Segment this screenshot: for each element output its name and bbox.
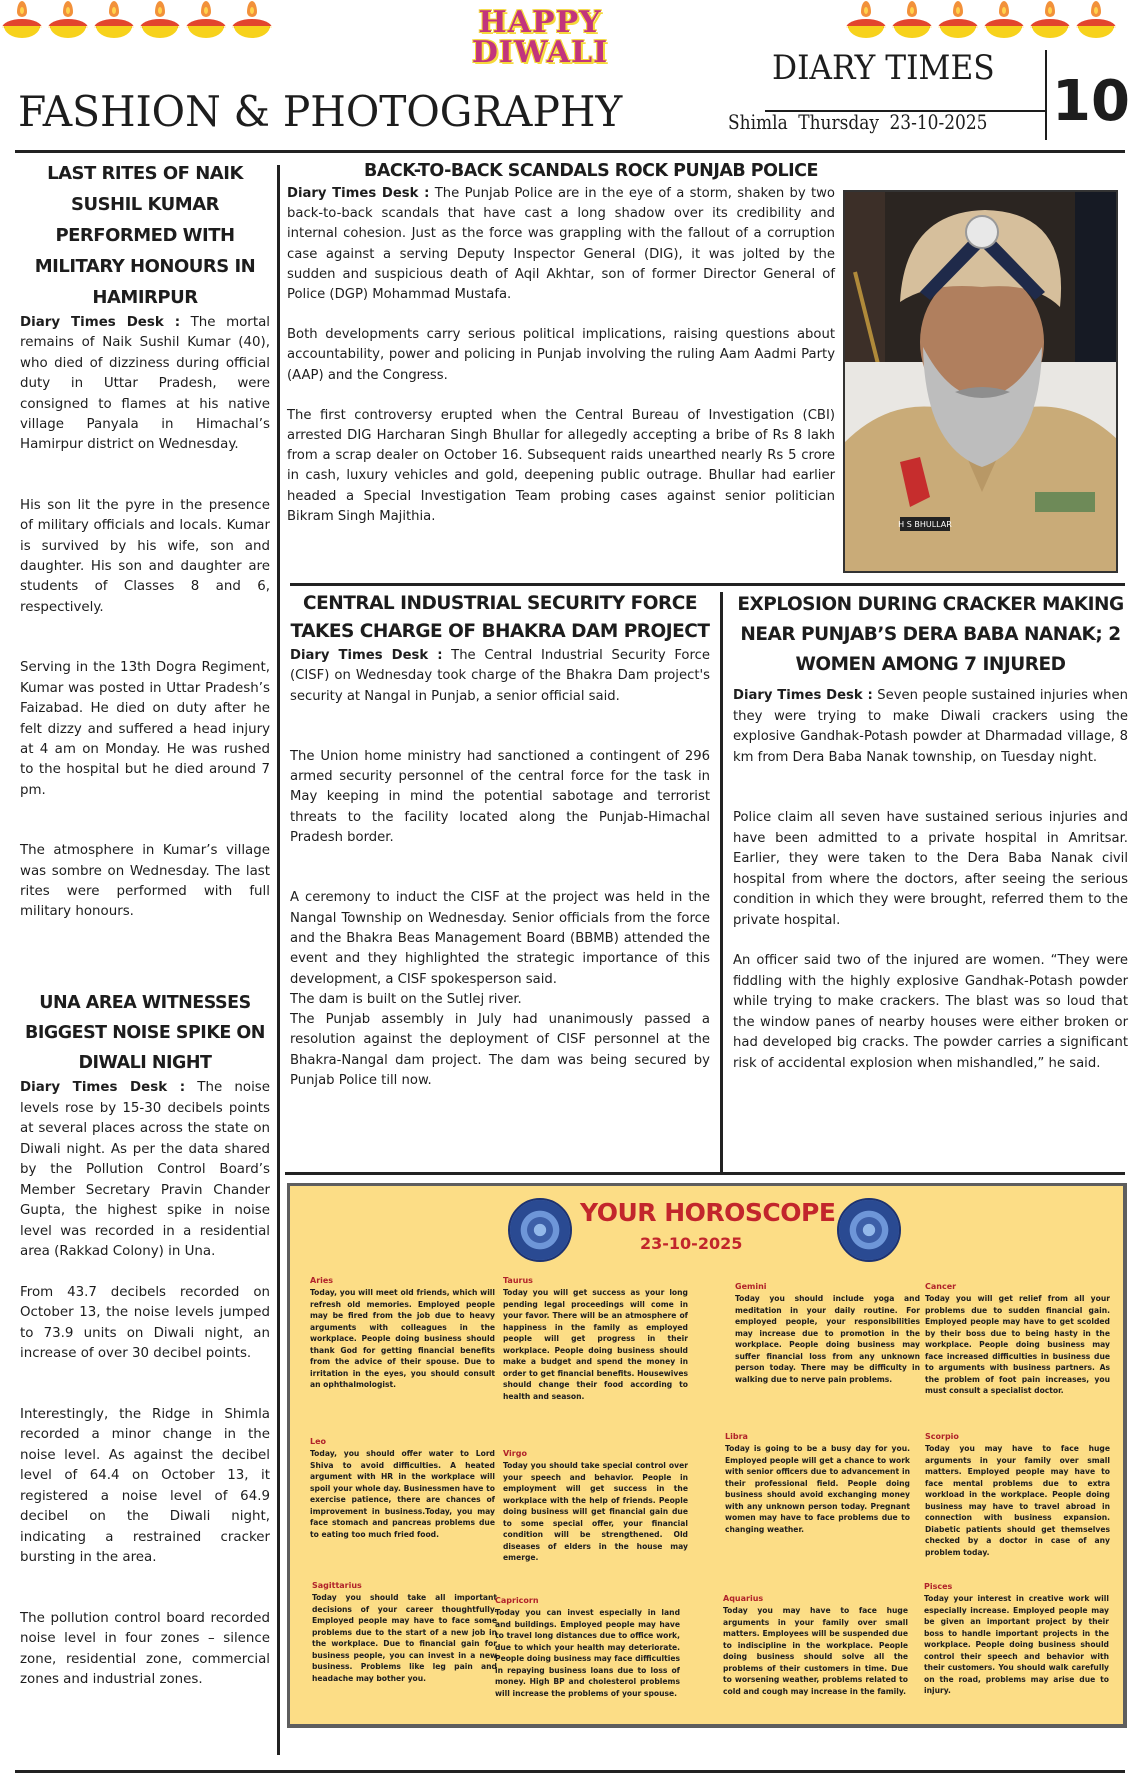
footer-rule (15, 1770, 1125, 1773)
article-paragraph: The Union home ministry had sanctioned a contingent of 296 armed security personnel of the central force for the task in May keeping in mind the potential sabotage and terrorist threats to the facility located along the Punjab-Himachal Pradesh border. (290, 748, 710, 846)
article-headline: BACK-TO-BACK SCANDALS ROCK PUNJAB POLICE (364, 161, 818, 181)
header-bottom-rule (15, 150, 1125, 153)
article-body (287, 184, 835, 527)
sign-name: Virgo (503, 1449, 527, 1458)
article-paragraph: An officer said two of the injured are women. “They were fiddling with the highly explosive Gandhak-Potash powder while trying to make crackers. The blast was so loud that the window panes of nearby houses were either broken or had developed big cracks. The powder carries a significant risk of accidental explosion when mishandled,” he said. (733, 953, 1128, 1071)
page-number: 10 (1052, 69, 1130, 134)
horoscope-sign-gemini (735, 1281, 920, 1385)
sign-text: Today you will get success as your long pending legal proceedings will come in your favor. There will be an atmosphere of happiness in the family as employed people will get progress in their workplace. People doing business should make a budget and spend the money in order to get financial benefits. Housewives should change their food according to health and season. (503, 1288, 688, 1401)
portrait-illustration (845, 192, 1118, 573)
column-rule-left (277, 165, 280, 1755)
sign-name: Gemini (735, 1282, 767, 1291)
happy-diwali-banner (460, 5, 620, 70)
diya-lamp-icon (94, 0, 134, 40)
horoscope-sign-leo (310, 1436, 495, 1540)
diya-lamp-icon (140, 0, 180, 40)
sign-name: Aquarius (723, 1594, 764, 1603)
dateline-date: 23-10-2025 (889, 110, 988, 134)
article-paragraph: The atmosphere in Kumar’s village was sombre on Wednesday. The last rites were performed with full military honours. (20, 843, 270, 920)
article-paragraph: Interestingly, the Ridge in Shimla recorded a minor change in the noise level. As against the decibel level of 64.4 on October 13, it registered a noise level of 64.9 decibel on the Diwali night, indicating a restrained cracker bursting in the area. (20, 1406, 270, 1565)
diya-row-right (846, 0, 1116, 40)
sign-text: Today you can invest especially in land and buildings. Employed people may have to travel long distances due to office work, due to which your health may deteriorate. People doing business may face difficulties in repaying business loans due to loss of money. High BP and cholesterol problems will increase the problems of your spouse. (495, 1608, 680, 1698)
horoscope-sign-pisces (924, 1581, 1109, 1697)
article-headline: UNA AREA WITNESSES BIGGEST NOISE SPIKE ON DIWALI NIGHT (25, 993, 265, 1073)
sign-text: Today you should take special control over your speech and behavior. People in employment will get success in the workplace with the help of friends. People doing business will get financial gain due to some special offer, your financial condition will be strengthened. Old diseases of elders in the house may emerge. (503, 1461, 688, 1562)
sign-name: Taurus (503, 1276, 533, 1285)
newspaper-name: DIARY TIMES (772, 48, 995, 88)
desk-credit: Diary Times Desk : (20, 1080, 186, 1095)
article-una-noise (20, 988, 270, 1691)
diya-lamp-icon (186, 0, 226, 40)
article-body (290, 646, 710, 1091)
article-paragraph: The Punjab Police are in the eye of a storm, shaken by two back-to-back scandals that have cast a long shadow over its credibility and internal cohesion. Just as the force was grappling with the fallout of a corruption case against a serving Deputy Inspector General (DIG), it was jolted by the sudden and suspicious death of Aqil Akhtar, son of former Director General of Police (DGP) Mohammad Mustafa. (287, 186, 835, 303)
sign-text: Today, you should offer water to Lord Shiva to avoid difficulties. A heated argument with HR in the workplace will spoil your whole day. Businessmen have to exercise patience, there are chances of improvement in business.Today, you may face stomach and pancreas problems due to eating too much fried food. (310, 1449, 495, 1539)
sign-name: Scorpio (925, 1432, 959, 1441)
article-paragraph: The first controversy erupted when the Central Bureau of Investigation (CBI) arrested DIG Harcharan Singh Bhullar for allegedly accepting a bribe of Rs 8 lakh from a scrap dealer on October 16. Subsequent raids unearthed nearly Rs 5 crore in cash, luxury vehicles and gold, deepening public outrage. Bhullar had earlier headed a Special Investigation Team probing cases against senior politician Bikram Singh Majithia. (287, 407, 835, 524)
desk-credit: Diary Times Desk : (20, 315, 181, 330)
horoscope-sign-capricorn (495, 1595, 680, 1699)
article-paragraph: Serving in the 13th Dogra Regiment, Kumar was posted in Uttar Pradesh’s Faizabad. He died on duty after he felt dizzy and suffered a head injury at 4 am on Monday. He was rushed to the hospital but he died around 7 pm. (20, 660, 270, 798)
sign-name: Cancer (925, 1282, 957, 1291)
sign-name: Aries (310, 1276, 334, 1285)
sign-text: Today is going to be a busy day for you. Employed people will get a chance to work with senior officers due to advancement in their professional field. People doing business should avoid exchanging money with any unknown person today. Pregnant women may have to face problems due to changing weather. (725, 1444, 910, 1534)
sign-text: Today you may have to face huge arguments in your family over small matters. Employed people may have to face mental problems due to extra workload in the workplace. People doing business may have to travel abroad in connection with business expansion. Diabetic patients should get themselves checked by a doctor in case of any problem today. (925, 1444, 1110, 1557)
article-punjab-police (287, 158, 835, 527)
sign-text: Today, you will meet old friends, which will refresh old memories. Employed people may be fired from the job due to heavy arguments with colleagues in the workplace. People doing business should thank God for getting financial benefits from the advice of their spouse. Due to irritation in the eyes, you should consult an ophthalmologist. (310, 1288, 495, 1389)
sign-text: Today you should include yoga and meditation in your daily routine. For employed people, your responsibilities may increase due to promotion in the workplace. People doing business may suffer financial loss from any unknown person today. There may be difficulty in walking due to nerve pain problems. (735, 1294, 920, 1384)
dateline (728, 108, 987, 136)
diya-lamp-icon (1030, 0, 1070, 40)
article-paragraph: Police claim all seven have sustained serious injuries and have been admitted to a private hospital in Amritsar. Earlier, they were taken to the Dera Baba Nanak civil hospital from where the doctors, after seeing the serious condition in which they were brought, referred them to the private hospital. (733, 810, 1128, 928)
diya-lamp-icon (48, 0, 88, 40)
article-body (20, 1078, 270, 1691)
happy-diwali-line1: HAPPY (478, 5, 602, 40)
sign-name: Pisces (924, 1582, 953, 1591)
article-cisf-bhakra (290, 590, 710, 1091)
diya-lamp-icon (938, 0, 978, 40)
article-paragraph: The noise levels rose by 15-30 decibels points at several places across the state on Diwali night. As per the data shared by the Pollution Control Board’s Member Secretary Pravin Chander Gupta, the highest spike in noise level was recorded in a residential area (Rakkad Colony) in Una. (20, 1080, 271, 1259)
article-dera-baba-nanak (733, 590, 1128, 1074)
happy-diwali-line2: DIWALI (471, 35, 609, 70)
article-paragraph: The mortal remains of Naik Sushil Kumar (40), who died of dizziness during official duty in Uttar Pradesh, were consigned to flames at his native village Panyala in Himachal’s Hamirpur district on Wednesday. (20, 315, 270, 453)
sign-text: Today your interest in creative work will especially increase. Employed people may be given an important project by their boss to handle important projects in the workplace. People doing business should control their speech and behavior with their customers. You should walk carefully on the road, problems may arise due to injury. (924, 1594, 1109, 1695)
horoscope-sign-sagittarius (312, 1580, 497, 1684)
mid-rule (290, 583, 1125, 586)
article-paragraph: Both developments carry serious political implications, raising questions about accountability, power and policing in Punjab involving the ruling Aam Aadmi Party (AAP) and the Congress. (287, 327, 835, 383)
article-paragraph: The Punjab assembly in July had unanimously passed a resolution against the deployment of CISF personnel at the Bhakra-Nangal dam project. The dam was being secured by Punjab Police till now. (290, 1012, 710, 1089)
article-photo-bhullar (843, 190, 1118, 573)
article-paragraph: The dam is built on the Sutlej river. (290, 991, 522, 1007)
diya-lamp-icon (846, 0, 886, 40)
article-naik-sushil-kumar (20, 158, 270, 923)
horoscope-sign-aries (310, 1275, 495, 1391)
article-body (20, 313, 270, 923)
horoscope-sign-aquarius (723, 1593, 908, 1697)
article-headline: CENTRAL INDUSTRIAL SECURITY FORCE TAKES CHARGE OF BHAKRA DAM PROJECT (290, 593, 710, 642)
dateline-city: Shimla (728, 110, 788, 134)
article-paragraph: The Central Industrial Security Force (CISF) on Wednesday took charge of the Bhakra Dam project's security at Nangal in Punjab, a senior official said. (290, 648, 710, 704)
horoscope-date: 23-10-2025 (640, 1234, 743, 1253)
article-paragraph: From 43.7 decibels recorded on October 13, the noise levels jumped to 73.9 units on Diwali night, an increase of over 30 decibel points. (20, 1284, 270, 1361)
diya-lamp-icon (984, 0, 1024, 40)
horoscope-sign-scorpio (925, 1431, 1110, 1558)
desk-credit: Diary Times Desk : (287, 186, 430, 201)
sign-name: Libra (725, 1432, 748, 1441)
article-headline: EXPLOSION DURING CRACKER MAKING NEAR PUNJAB’S DERA BABA NANAK; 2 WOMEN AMONG 7 INJURED (737, 594, 1124, 675)
diya-lamp-icon (1076, 0, 1116, 40)
name-tag: H S BHULLAR (898, 520, 952, 529)
section-title: FASHION & PHOTOGRAPHY (18, 87, 623, 136)
sign-name: Sagittarius (312, 1581, 362, 1590)
desk-credit: Diary Times Desk : (290, 648, 443, 663)
horoscope-sign-libra (725, 1431, 910, 1535)
horoscope-title: YOUR HOROSCOPE (580, 1198, 836, 1227)
article-paragraph: His son lit the pyre in the presence of military officials and locals. Kumar is survived by his wife, son and daughter. His son and daughter are students of Classes 8 and 6, respectively. (20, 497, 270, 615)
zodiac-wheel-icon (508, 1198, 572, 1262)
sign-text: Today you may have to face huge arguments in your family over small matters. Employees will be suspended due to indiscipline in the workplace. People doing business should solve all the problems of their customers in time. Due to worsening weather, problems related to cold and cough may increase in the family. (723, 1606, 908, 1696)
horoscope-sign-cancer (925, 1281, 1110, 1397)
horoscope-sign-taurus (503, 1275, 688, 1402)
article-headline: LAST RITES OF NAIK SUSHIL KUMAR PERFORMED WITH MILITARY HONOURS IN HAMIRPUR (34, 163, 256, 308)
horoscope-sign-virgo (503, 1448, 688, 1564)
page-number-separator (1045, 50, 1047, 140)
article-body (733, 686, 1128, 1074)
horoscope-panel (287, 1183, 1127, 1728)
horoscope-top-rule (285, 1172, 1125, 1175)
zodiac-wheel-icon (837, 1198, 901, 1262)
column-rule-mid (720, 592, 723, 1172)
diya-row-left (2, 0, 272, 40)
desk-credit: Diary Times Desk : (733, 688, 873, 703)
article-paragraph: The pollution control board recorded noise level in four zones – silence zone, residential zone, commercial zones and industrial zones. (20, 1610, 270, 1687)
article-paragraph: A ceremony to induct the CISF at the project was held in the Nangal Township on Wednesday. Senior officials from the force and the Bhakra Beas Management Board (BBMB) attended the event and they highlighted the strategic importance of this development, a CISF spokesperson said. (290, 890, 710, 987)
diya-lamp-icon (232, 0, 272, 40)
article-paragraph: Seven people sustained injuries when they were trying to make Diwali crackers using the explosive Gandhak-Potash powder at Dharmadad village, 8 km from Dera Baba Nanak township, on Tuesday night. (733, 688, 1128, 765)
diya-lamp-icon (892, 0, 932, 40)
sign-name: Leo (310, 1437, 327, 1446)
dateline-day: Thursday (798, 110, 879, 134)
sign-text: Today you should take all important decisions of your career thoughtfully. Employed people may have to face some problems due to the start of a new job in the workplace. Due to financial gain for business people, you can invest in a new business. Problems like leg pain and headache may bother you. (312, 1593, 497, 1683)
sign-text: Today you will get relief from all your problems due to sudden financial gain. Employed people may have to get scolded by their boss due to being hasty in the workplace. People doing business may face increased difficulties in business due to arguments with business partners. As the problem of foot pain increases, you must consult a specialist doctor. (925, 1294, 1110, 1395)
diya-lamp-icon (2, 0, 42, 40)
sign-name: Capricorn (495, 1596, 539, 1605)
